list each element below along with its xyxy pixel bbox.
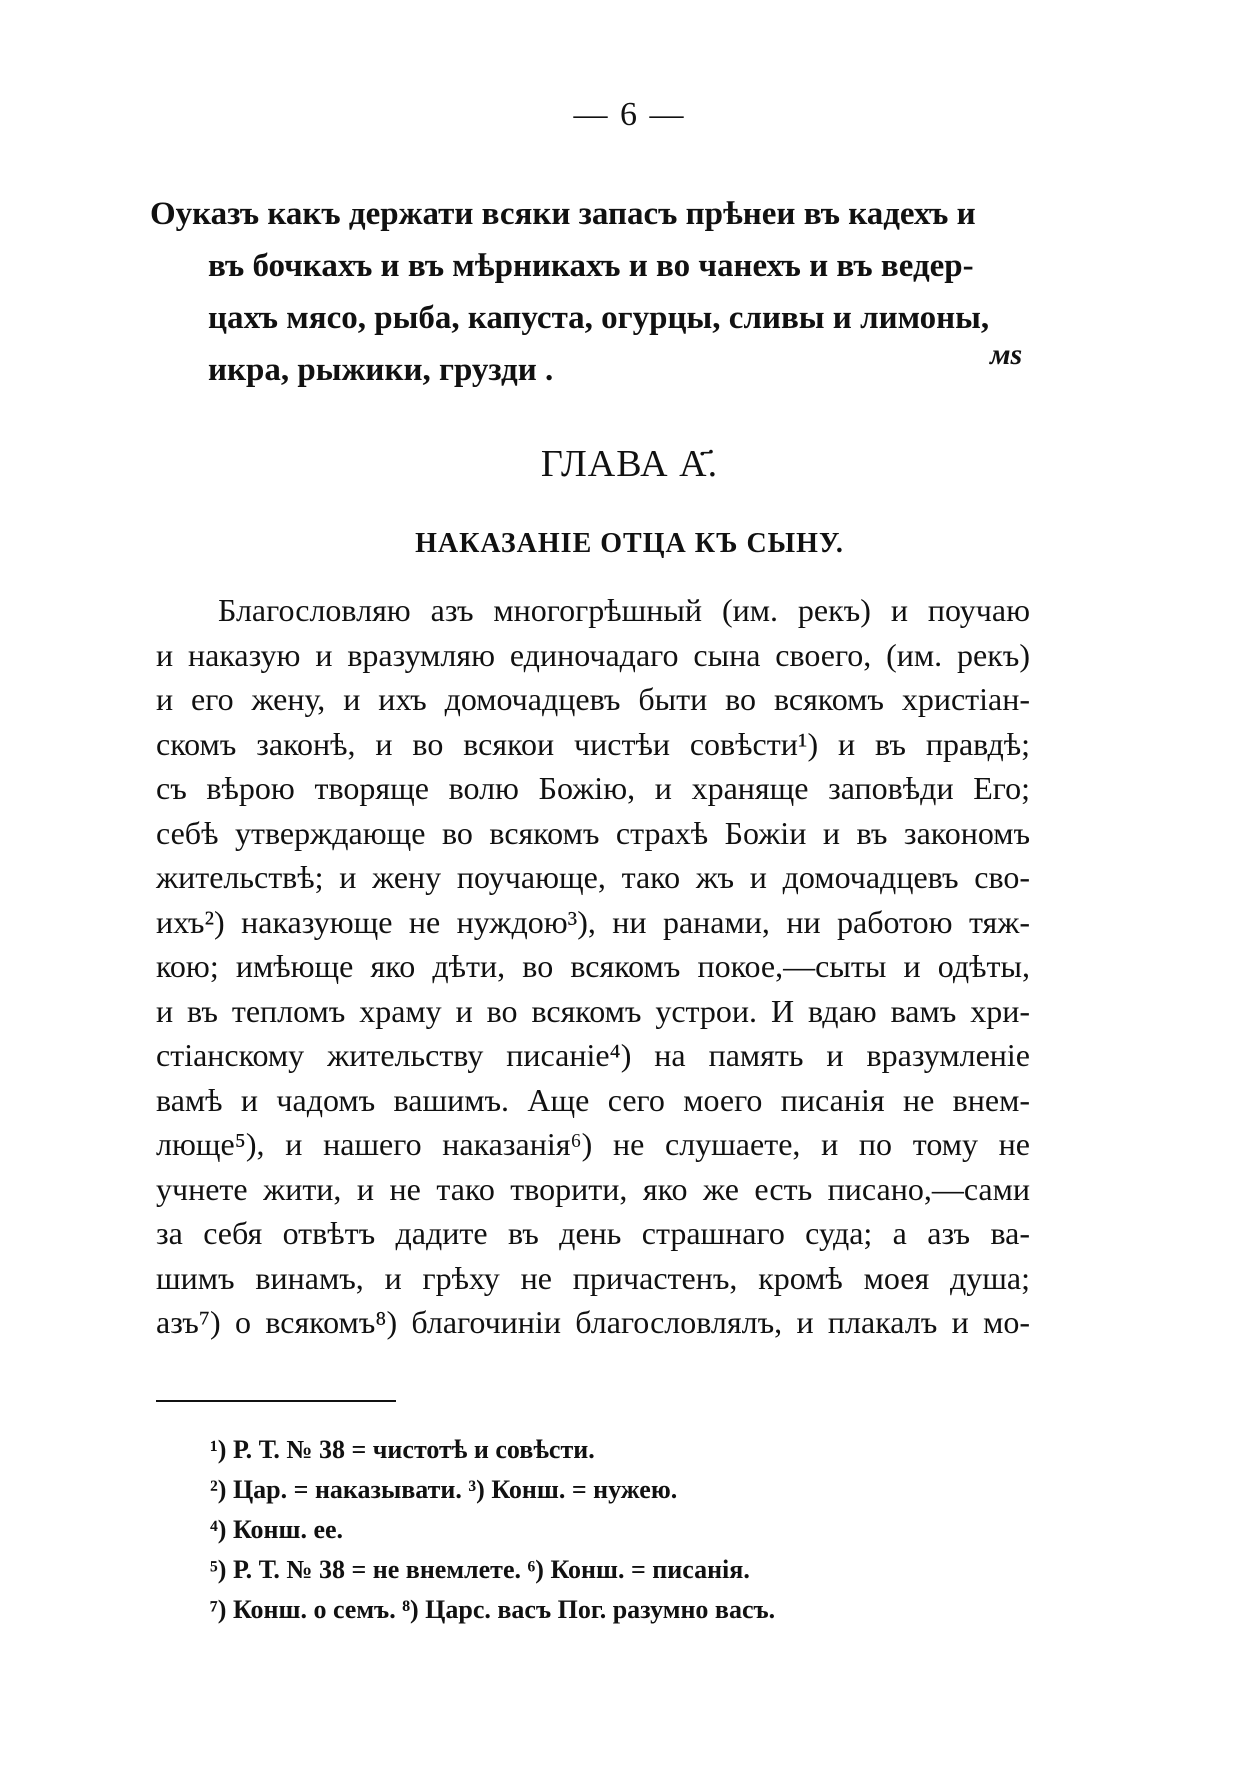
body-line: шимъ винамъ, и грѣху не причастенъ, кромѣ моея душа; [156,1259,1030,1296]
body-line: и въ тепломъ храму и во всякомъ устрои. И вдаю вамъ хри- [156,992,1030,1029]
contents-entry-line: Оуказъ какъ держати всяки запасъ прѣнеи въ кадехъ и [150,196,976,232]
body-line: себѣ утверждающе во всякомъ страхѣ Божіи и въ закономъ [156,814,1030,851]
body-line: Благословляю азъ многогрѣшный (им. рекъ) и поучаю [218,592,1030,628]
footnote: ¹) Р. Т. № 38 = чистотѣ и совѣсти. [210,1435,595,1464]
contents-entry-line: икра, рыжики, грузди . [208,352,554,388]
body-line: жительствѣ; и жену поучающе, тако жъ и домочадцевъ сво- [156,859,1030,895]
contents-page-reference: мѕ [990,338,1023,371]
body-paragraph [156,588,1030,1345]
body-line: ихъ²) наказующе не нуждою³), ни ранами, ни работою тяж- [156,903,1030,940]
body-line: кою; имѣюще яко дѣти, во всякомъ покое,—сыты и одѣты, [156,948,1030,984]
body-line: за себя отвѣтъ дадите въ день страшнаго суда; а азъ ва- [156,1215,1030,1251]
body-line: скомъ законѣ, и во всякои чистѣи совѣсти¹) и въ правдѣ; [156,725,1030,762]
body-line: и наказую и вразумляю единочадаго сына своего, (им. рекъ) [156,636,1030,673]
contents-entry-line: цахъ мясо, рыба, капуста, огурцы, сливы и лимоны, [208,300,990,336]
contents-entry-line: въ бочкахъ и въ мѣрникахъ и во чанехъ и въ ведер- [208,248,974,284]
body-line: съ вѣрою творяще волю Божію, и храняще заповѣди Его; [156,770,1030,806]
footnote-divider [156,1400,396,1402]
body-line: вамѣ и чадомъ вашимъ. Аще сего моего писанія не внем- [156,1081,1030,1118]
page-number: — 6 — [573,96,686,133]
footnotes [210,1430,970,1630]
footnote: ⁷) Конш. о семъ. ⁸) Царс. васъ Пог. разумно васъ. [210,1595,776,1624]
chapter-title: ГЛАВА А҃. [540,443,719,485]
body-line: стіанскому жительству писаніе⁴) на память и вразумленіе [156,1037,1030,1073]
body-line: учнете жити, и не тако творити, яко же есть писано,—сами [156,1170,1030,1207]
chapter-subtitle: НАКАЗАНІЕ ОТЦА КЪ СЫНУ. [415,528,844,559]
body-line: люще⁵), и нашего наказанія⁶) не слушаете, и по тому не [156,1126,1030,1162]
contents-entry [150,188,1030,396]
footnote: ⁵) Р. Т. № 38 = не внемлете. ⁶) Конш. = писанія. [210,1555,750,1584]
footnote: ⁴) Конш. ее. [210,1515,344,1544]
body-line: и его жену, и ихъ домочадцевъ быти во всякомъ христіан- [156,681,1030,717]
footnote: ²) Цар. = наказывати. ³) Конш. = нужею. [210,1475,678,1504]
body-line: азъ⁷) о всякомъ⁸) благочиніи благословлялъ, и плакалъ и мо- [156,1304,1030,1340]
